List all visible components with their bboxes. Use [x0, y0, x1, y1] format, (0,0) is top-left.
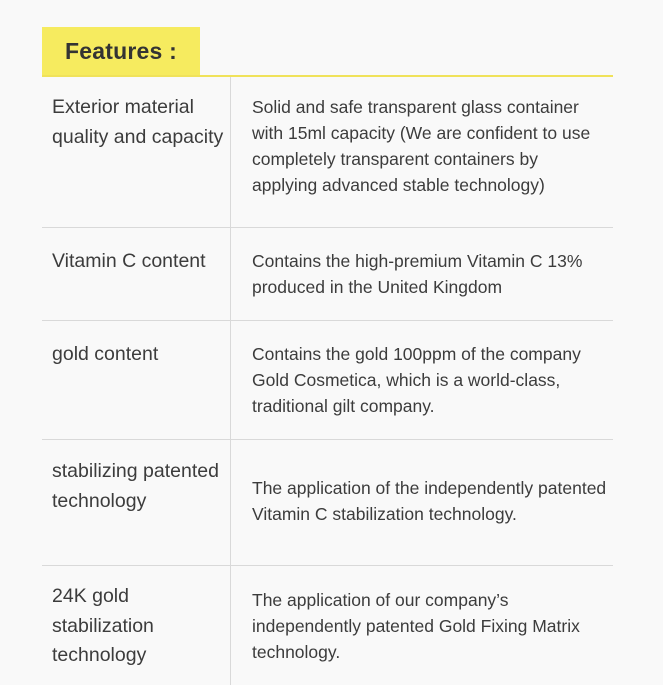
feature-description: The application of our company’s independently patented Gold Fixing Matrix technology.	[252, 590, 580, 662]
feature-row-gold-content	[42, 321, 613, 440]
feature-label: Exterior material quality and capacity	[52, 96, 224, 148]
feature-description: Contains the gold 100ppm of the company Gold Cosmetica, which is a world-class, traditional gilt company.	[252, 344, 581, 416]
feature-label: Vitamin C content	[52, 250, 206, 272]
feature-row-stabilizing-technology	[42, 440, 613, 566]
feature-label: 24K gold stabilization technology	[52, 585, 154, 666]
feature-description: Solid and safe transparent glass container with 15ml capacity (We are confident to use completely transparent containers by applying advanced stable technology)	[252, 97, 591, 195]
feature-row-gold-stabilization	[42, 566, 613, 685]
feature-row-exterior-material	[42, 77, 613, 228]
feature-label: stabilizing patented technology	[52, 460, 219, 512]
features-title: Features :	[65, 38, 177, 64]
feature-description: Contains the high-premium Vitamin C 13% produced in the United Kingdom	[252, 251, 583, 297]
features-heading-tab	[42, 27, 200, 76]
feature-description: The application of the independently patented Vitamin C stabilization technology.	[252, 478, 607, 524]
features-table	[42, 77, 613, 685]
feature-label: gold content	[52, 343, 159, 365]
feature-row-vitamin-c	[42, 228, 613, 321]
